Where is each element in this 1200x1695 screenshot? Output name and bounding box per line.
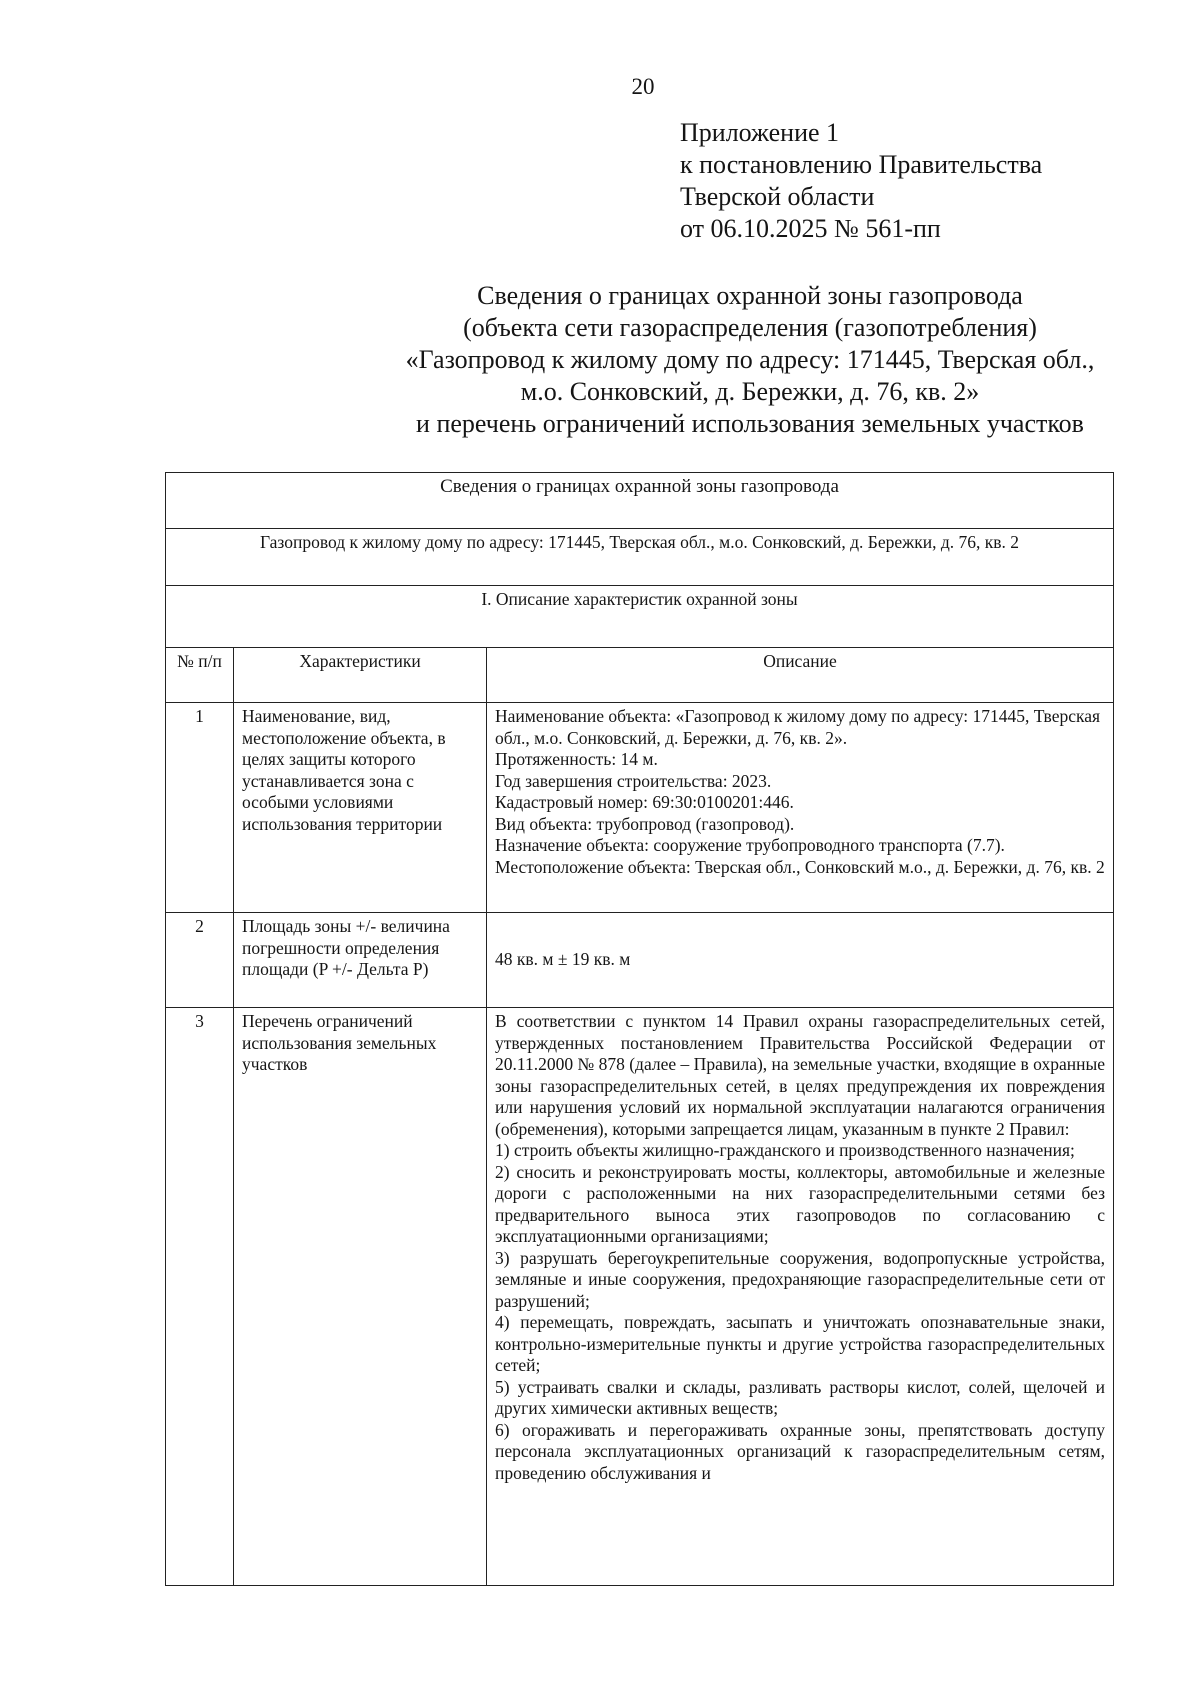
description-line: 5) устраивать свалки и склады, разливать растворы кислот, солей, щелочей и других химически активных веществ; <box>495 1376 1105 1418</box>
row-description <box>487 703 1114 913</box>
appendix-line: Приложение 1 <box>680 118 840 147</box>
description-line: Наименование объекта: «Газопровод к жилому дому по адресу: 171445, Тверская обл., м.о. Сонковский, д. Бережки, д. 76, кв. 2». <box>495 706 1101 748</box>
object-address: Газопровод к жилому дому по адресу: 171445, Тверская обл., м.о. Сонковский, д. Бережки, д. 76, кв. 2 <box>166 529 1114 586</box>
table-row <box>166 913 1114 1008</box>
col-header-characteristic: Характеристики <box>234 648 487 703</box>
protection-zone-table <box>165 472 1114 1586</box>
row-number: 1 <box>166 703 234 913</box>
row-characteristic: Наименование, вид, местоположение объекта, в целях защиты которого устанавливается зона с особыми условиями использования территории <box>234 703 487 913</box>
appendix-line: от 06.10.2025 № 561-пп <box>680 214 941 243</box>
page-number: 20 <box>631 74 655 99</box>
description-line: Вид объекта: трубопровод (газопровод). <box>495 813 795 834</box>
description-line: Год завершения строительства: 2023. <box>495 770 772 791</box>
table-row <box>166 1008 1114 1586</box>
table-title: Сведения о границах охранной зоны газопровода <box>166 473 1114 529</box>
row-number: 2 <box>166 913 234 1008</box>
section-heading: I. Описание характеристик охранной зоны <box>166 586 1114 648</box>
appendix-line: Тверской области <box>680 182 875 211</box>
object-address-row <box>166 529 1114 586</box>
row-description: 48 кв. м ± 19 кв. м <box>487 913 1114 1008</box>
row-number: 3 <box>166 1008 234 1586</box>
title-line: (объекта сети газораспределения (газопотребления) <box>463 313 1037 342</box>
description-line: В соответствии с пунктом 14 Правил охраны газораспределительных сетей, утвержденных постановлением Правительства Российской Федерации от 20.11.2000 № 878 (далее – Правила), на земельные участки, входящие в охранные зоны газораспределительных сетей, в целях предупреждения их повреждения или нарушения условий их нормальной эксплуатации налагаются ограничения (обременения), которыми запрещается лицам, указанным в пункте 2 Правил: <box>495 1011 1105 1139</box>
description-line: Протяженность: 14 м. <box>495 749 658 769</box>
description-line: Назначение объекта: сооружение трубопроводного транспорта (7.7). <box>495 835 1005 855</box>
table-title-row <box>166 473 1114 529</box>
description-line: 3) разрушать берегоукрепительные сооружения, водопропускные устройства, земляные и иные сооружения, предохраняющие газораспределительные сети от разрушений; <box>495 1247 1105 1311</box>
description-line: 1) строить объекты жилищно-гражданского и производственного назначения; <box>495 1140 1075 1160</box>
title-line: и перечень ограничений использования земельных участков <box>416 409 1084 438</box>
table-row <box>166 703 1114 913</box>
row-characteristic: Перечень ограничений использования земельных участков <box>234 1008 487 1586</box>
title-line: м.о. Сонковский, д. Бережки, д. 76, кв. 2» <box>520 377 980 406</box>
description-line: 2) сносить и реконструировать мосты, коллекторы, автомобильные и железные дороги с расположенными на них газораспределительными сетями без предварительного выноса этих газопроводов по согласованию с эксплуатационными организациями; <box>495 1161 1105 1246</box>
appendix-block <box>680 117 1042 245</box>
title-line: Сведения о границах охранной зоны газопровода <box>477 281 1023 310</box>
document-title <box>0 280 1200 440</box>
col-header-num: № п/п <box>166 648 234 703</box>
description-line: 6) огораживать и перегораживать охранные зоны, препятствовать доступу персонала эксплуатационных организаций к газораспределительным сетям, проведению обслуживания и <box>495 1419 1105 1483</box>
row-description <box>487 1008 1114 1586</box>
column-header-row <box>166 648 1114 703</box>
description-line: 4) перемещать, повреждать, засыпать и уничтожать опознавательные знаки, контрольно-измерительные пункты и другие устройства газораспределительных сетей; <box>495 1312 1105 1375</box>
description-line: Местоположение объекта: Тверская обл., Сонковский м.о., д. Бережки, д. 76, кв. 2 <box>495 856 1105 877</box>
title-line: «Газопровод к жилому дому по адресу: 171445, Тверская обл., <box>405 345 1095 374</box>
appendix-line: к постановлению Правительства <box>680 150 1043 179</box>
row-characteristic: Площадь зоны +/- величина погрешности определения площади (P +/- Дельта P) <box>234 913 487 1008</box>
col-header-description: Описание <box>487 648 1114 703</box>
section-row <box>166 586 1114 648</box>
description-line: Кадастровый номер: 69:30:0100201:446. <box>495 792 794 812</box>
